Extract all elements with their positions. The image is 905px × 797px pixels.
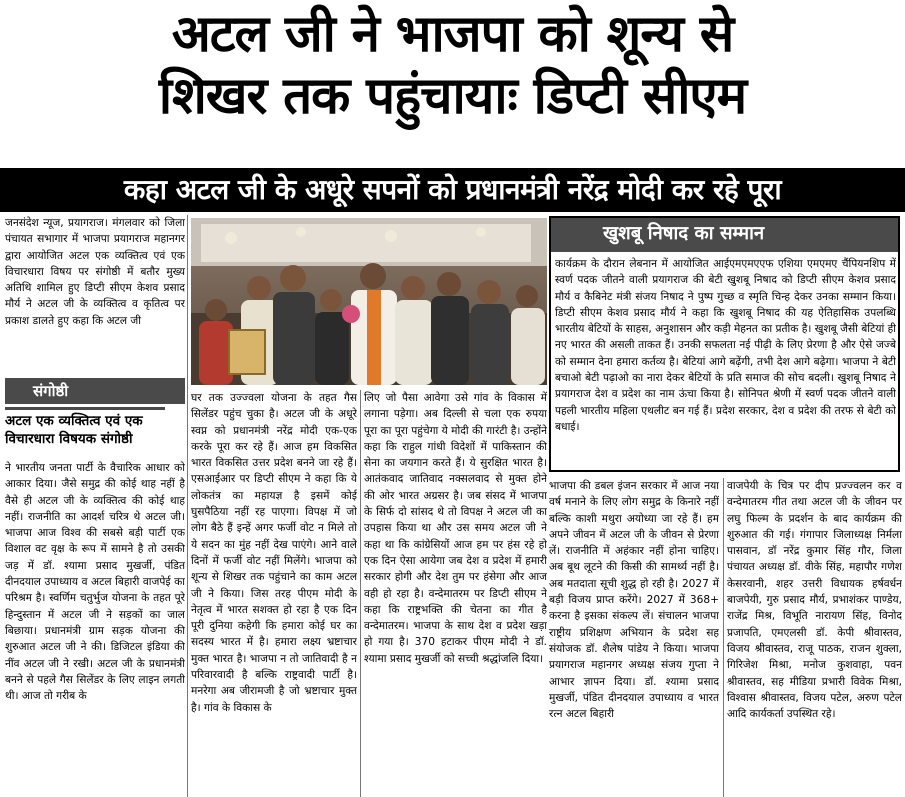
sidebar-box-body: कार्यक्रम के दौरान लेबनान में आयोजित आईएमएमएएफ एशिया एमएमए चैंपियनशिप में स्वर्ण पदक जीतने वाली प्रयागराज की बेटी खुशबू निषाद को डिप्टी सीएम केशव प्रसाद मौर्य व कैबिनेट मंत्री संजय निषाद ने पुष्प गुच्छ व स्मृति चिन्ह देकर उनका सम्मान किया। डिप्टी सीएम केशव प्रसाद मौर्य ने कहा कि खुशबू निषाद की यह ऐतिहासिक उपलब्धि भारतीय बेटियों के साहस, अनुशासन और कड़ी मेहनत का प्रतीक है। खुशबू जैसी बेटियां ही नए भारत की असली ताकत हैं। उनकी सफलता नई पीढ़ी के लिए प्रेरणा है और ऐसे जज्बे को सम्मान देना हमारा कर्तव्य है। बेटियां आगे बढ़ेंगी, तभी देश आगे बढ़ेगा। भाजपा ने बेटी बचाओ बेटी पढ़ाओ का नारा देकर बेटियों के प्रति समाज की सोच बदली। खुशबू निषाद ने प्रयागराज देश व प्रदेश का नाम ऊंचा किया है। सोनिपत श्रेणी में स्वर्ण पदक जीतने वाली पहली भारतीय महिला एथलीट बन गई हैं। प्रदेश सरकार, देश व प्रदेश की तरफ से बेटी को बधाई। [555, 258, 896, 433]
article-column-1-body: ने भारतीय जनता पार्टी के वैचारिक आधार को आकार दिया। जैसे समुद्र की कोई थाह नहीं है वैसे ही अटल जी के व्यक्तित्व की कोई थाह नहीं। राजनीति का आदर्श चरित्र थे अटल जी। भाजपा आज विश्व की सबसे बड़ी पार्टी एक विशाल वट वृक्ष के रूप में सामने है तो उसकी जड़ में डॉ. श्यामा प्रसाद मुखर्जी, पंडित दीनदयाल उपाध्याय व अटल बिहारी वाजपेई का परिश्रम है। स्वर्णिम चतुर्भुज योजना के तहत पूरे हिन्दुस्तान में अटल जी ने सड़कों का जाल बिछाया। प्रधानमंत्री ग्राम सड़क योजना की शुरुआत अटल जी ने की। डिजिटल इंडिया की नींव अटल जी ने रखी। अटल जी के प्रधानमंत्री बनने से पहले गैस सिलेंडर के लिए लाइन लगती थी। आज तो गरीब के [5, 462, 185, 703]
event-photo-illustration [191, 218, 547, 385]
bouquet [342, 305, 360, 323]
kicker-line-1: अटल एक व्यक्तित्व एवं एक [5, 413, 143, 429]
headline-line-1: अटल जी ने भाजपा को शून्य से [171, 5, 734, 64]
article-column-3: लिए जो पैसा आवेगा उसे गांव के विकास में लगाना पड़ेगा। अब दिल्ली से चला एक रुपया पूरा का पूरा पहुंचेगा ये मोदी की गारंटी है। उन्होंने कहा कि राहुल गांधी विदेशों में पाकिस्तान की सेना का जयगान करते हैं। ये सुरक्षित भारत है। आतंकवाद जातिवाद नक्सलवाद से मुक्त होने की ओर भारत अग्रसर है। जब संसद में भाजपा के सिर्फ दो सांसद थे तो विपक्ष ने अटल जी का उपहास किया था और उस समय अटल जी ने कहा था कि कांग्रेसियों आज हम पर हंस रहे हो एक दिन ऐसा आयेगा जब देश व प्रदेश में हमारी सरकार होगी और देश तुम पर हंसेगा और आज वही हो रहा है। वन्देमातरम पर डिप्टी सीएम ने कहा कि राष्ट्रभक्ति की चेतना का गीत है वन्देमातरम। भाजपा के साथ देश व प्रदेश खड़ा हो गया है। 370 हटाकर पीएम मोदी ने डॉ. श्यामा प्रसाद मुखर्जी को सच्ची श्रद्धांजलि दिया। [364, 392, 547, 665]
article-column-4: भाजपा की डबल इंजन सरकार में आज नया वर्ष मनाने के लिए लोग समुद्र के किनारे नहीं बल्कि काशी मथुरा अयोध्या जा रहे हैं। हम अपने जीवन में अटल जी के जीवन से प्रेरणा लें। राजनीति में अहंकार नहीं होना चाहिए। अब बूथ लूटने की किसी की सामर्थ्य नहीं है। अब मतदाता सूची शुद्ध हो रही है। 2027 में बड़ी विजय प्राप्त करेंगे। 2027 में 368+ करना है इसका संकल्प लें। संचालन भाजपा राष्ट्रीय प्रशिक्षण अभियान के प्रदेश सह संयोजक डॉ. शैलेष पांडेय ने किया। भाजपा प्रयागराज महानगर अध्यक्ष संजय गुप्ता ने आभार ज्ञापन दिया। डॉ. श्यामा प्रसाद मुखर्जी, पंडित दीनदयाल उपाध्याय व भारत रत्न अटल बिहारी [549, 480, 719, 721]
kicker [5, 412, 185, 448]
headline [0, 4, 905, 128]
section-tag-underline [5, 404, 165, 410]
article-column-5: वाजपेयी के चित्र पर दीप प्रज्ज्वलन कर व वन्देमातरम गीत तथा अटल जी के जीवन पर लघु फिल्म के प्रदर्शन के बाद कार्यक्रम की शुरुआत की गई। गंगापार जिलाध्यक्ष निर्मला पासवान, डॉ नरेंद्र कुमार सिंह गौर, जिला पंचायत अध्यक्ष डॉ. वीके सिंह, महापौर गणेश केसरवानी, शहर उत्तरी विधायक हर्षवर्धन बाजपेयी, गुरु प्रसाद मौर्य, प्रभाशंकर पाण्डेय, राजेंद्र मिश्र, विभूति नारायण सिंह, विनोद प्रजापति, एमएलसी डॉ. केपी श्रीवास्तव, विजय श्रीवास्तव, राजू पाठक, राजन शुक्ला, गिरिजेश मिश्रा, मनोज कुशवाहा, पवन श्रीवास्तव, सह मीडिया प्रभारी विवेक मिश्रा, विश्वास श्रीवास्तव, विजय पटेल, अरुण पटेल आदि कार्यकर्ता उपस्थित रहे। [727, 480, 902, 721]
headline-line-2: शिखर तक पहुंचायाः डिप्टी सीएम [158, 67, 747, 126]
section-tag: संगोष्ठी [5, 378, 185, 404]
event-photo [191, 218, 547, 385]
memento [229, 330, 265, 374]
subheadline: कहा अटल जी के अधूरे सपनों को प्रधानमंत्री नरेंद्र मोदी कर रहे पूरा [0, 168, 905, 212]
kicker-line-2: विचारधारा विषयक संगोष्ठी [5, 431, 133, 447]
column-divider [360, 390, 361, 797]
article-column-2: घर तक उज्ज्वला योजना के तहत गैस सिलेंडर पहुंच चुका है। अटल जी के अधूरे स्वप्न को प्रधानमंत्री नरेंद्र मोदी एक-एक करके पूरा कर रहे हैं। आज हम विकसित भारत विकसित उत्तर प्रदेश बनने जा रहे हैं। एसआईआर पर डिप्टी सीएम ने कहा कि ये लोकतंत्र का महायज्ञ है इसमें कोई घुसपैठिया नहीं रह पाएगा। विपक्ष में जो लोग बैठे हैं इन्हें अगर फर्जी वोट न मिले तो ये सदन का मुंह नहीं देख पाएंगे। आने वाले दिनों में फर्जी वोट नहीं मिलेंगे। भाजपा को शून्य से शिखर तक पहुंचाने का काम अटल जी ने किया। जिस तरह पीएम मोदी के नेतृत्व में भारत सशक्त हो रहा है एक दिन पूरी दुनिया कहेगी कि हमारा कोई घर का सदस्य भारत में है। हमारा लक्ष्य भ्रष्टाचार मुक्त भारत है। भाजपा न तो जातिवादी है न परिवारवादी है बल्कि राष्ट्रवादी पार्टी है। मनरेगा अब जीरामजी है जो भ्रष्टाचार मुक्त है। गांव के विकास के [191, 392, 357, 714]
column-divider [187, 215, 188, 797]
column-divider [723, 478, 724, 797]
sidebar-box-title: खुशबू निषाद का सम्मान [551, 218, 898, 252]
article-column-1-intro: जनसंदेश न्यूज, प्रयागराज। मंगलवार को जिला पंचायत सभागार में भाजपा प्रयागराज महानगर द्वारा आयोजित अटल एक व्यक्तित्व एवं एक विचारधारा विषय पर संगोष्ठी में बतौर मुख्य अतिथि शामिल हुए डिप्टी सीएम केशव प्रसाद मौर्य ने अटल जी के व्यक्तित्व व कृतित्व पर प्रकाश डालते हुए कहा कि अटल जी [5, 217, 185, 327]
sidebar-box [549, 216, 900, 472]
